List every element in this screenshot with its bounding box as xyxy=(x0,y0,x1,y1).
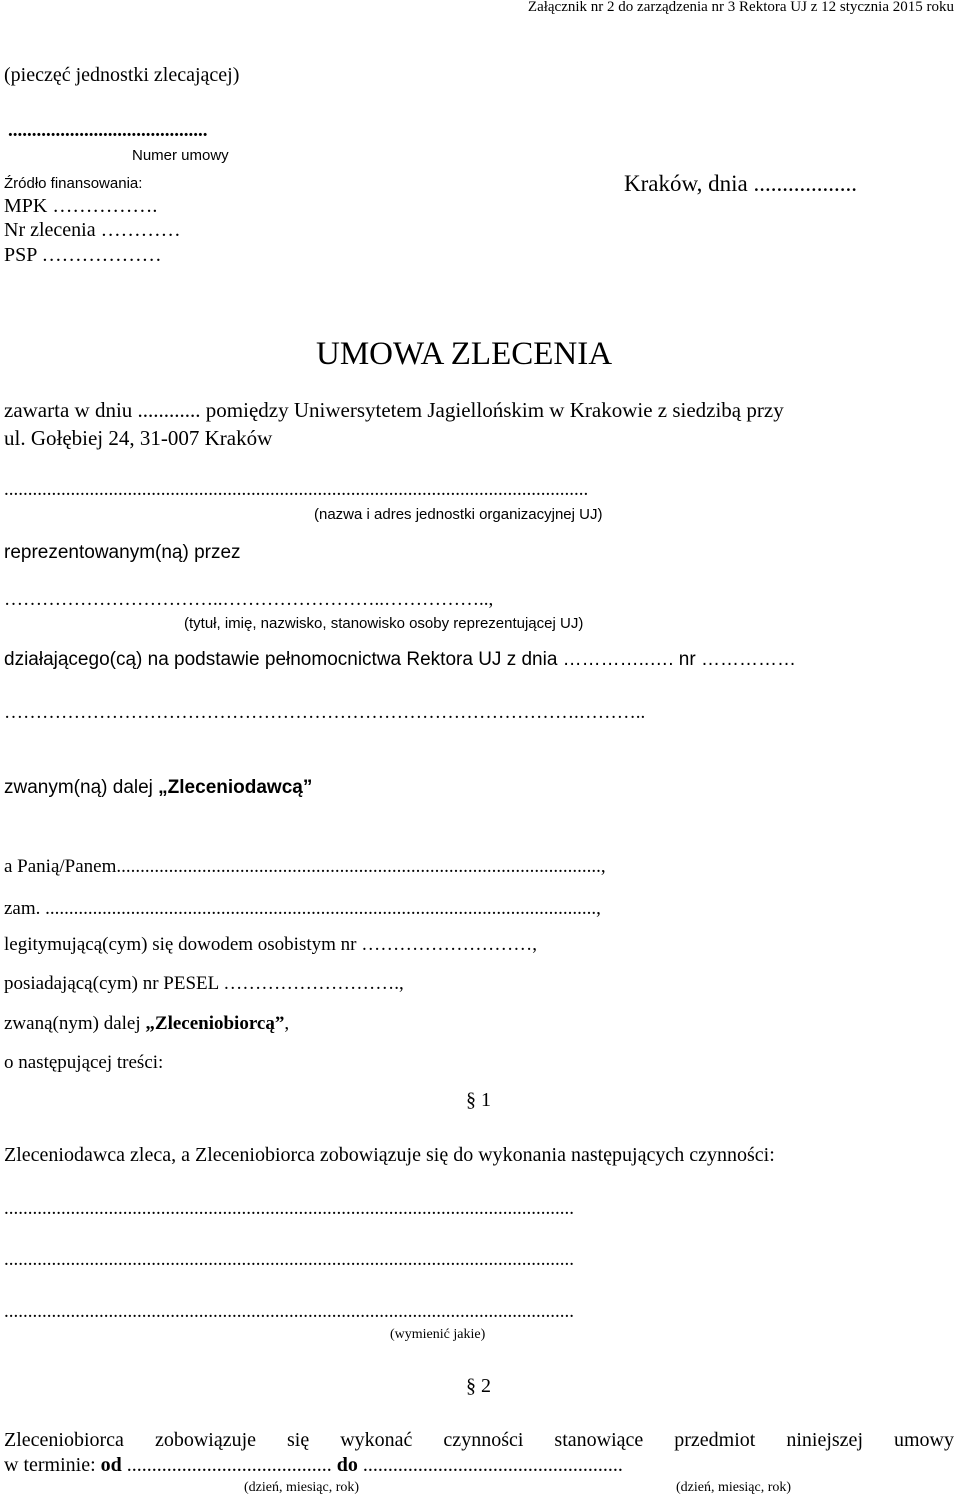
section-1-dots-3: ........................................................................................................................ xyxy=(4,1301,574,1322)
contractor-designation-name: „Zleceniobiorcą” xyxy=(145,1013,285,1034)
section-1-text: Zleceniodawca zleca, a Zleceniobiorca zobowiązuje się do wykonania następujących czynności: xyxy=(4,1144,775,1166)
section-2-line-1: Zleceniobiorca zobowiązuje się wykonać czynności stanowiące przedmiot niniejszej umowy xyxy=(4,1429,954,1451)
section-1-caption: (wymienić jakie) xyxy=(390,1327,486,1342)
funding-label: Źródło finansowania: xyxy=(4,175,143,192)
client-designation xyxy=(4,778,312,797)
representative-caption: (tytuł, imię, nazwisko, stanowisko osoby reprezentującej UJ) xyxy=(184,615,584,632)
contract-number-label: Numer umowy xyxy=(132,147,229,164)
section-2-heading: § 2 xyxy=(466,1375,491,1397)
section-1-heading: § 1 xyxy=(466,1089,491,1111)
contractor-id-line: legitymującą(cym) się dowodem osobistym nr ………………………, xyxy=(4,934,537,955)
contract-number-dots: .......................................... xyxy=(8,120,208,141)
unit-caption: (nazwa i adres jednostki organizacyjnej UJ) xyxy=(314,506,603,523)
term-to-dots: .................................................... xyxy=(357,1454,623,1476)
contractor-designation-suffix: , xyxy=(284,1013,290,1034)
unit-dotted-line: ........................................................................................................................... xyxy=(4,479,589,500)
section-1-dots-2: ........................................................................................................................ xyxy=(4,1249,574,1270)
contractor-pesel-line: posiadającą(cym) nr PESEL ………………………., xyxy=(4,973,404,994)
funding-mpk: MPK ……………. xyxy=(4,195,158,217)
term-from-dots: ......................................... xyxy=(121,1454,337,1476)
contractor-address-line: zam. ...................................................................................................................., xyxy=(4,898,601,919)
intro-line-2: ul. Gołębiej 24, 31-007 Kraków xyxy=(4,426,273,450)
term-to-caption: (dzień, miesiąc, rok) xyxy=(676,1480,792,1495)
funding-psp: PSP ……………… xyxy=(4,244,162,266)
section-1-dots-1: ........................................................................................................................ xyxy=(4,1198,574,1219)
contractor-name-line: a Panią/Panem......................................................................................................, xyxy=(4,856,606,877)
term-prefix: w terminie: xyxy=(4,1454,101,1476)
client-designation-name: „Zleceniodawcą” xyxy=(158,777,313,798)
contractor-designation-prefix: zwaną(nym) dalej xyxy=(4,1013,146,1034)
represented-by-label: reprezentowanym(ną) przez xyxy=(4,542,241,563)
power-of-attorney-dotted-line: ……………………………………………………………………………….……….. xyxy=(4,702,646,723)
intro-line-1: zawarta w dniu ............ pomiędzy Uniwersytetem Jagiellońskim w Krakowie z siedzibą przy xyxy=(4,398,784,422)
attachment-header-note: Załącznik nr 2 do zarządzenia nr 3 Rektora UJ z 12 stycznia 2015 roku xyxy=(527,0,954,15)
power-of-attorney-line: działającego(cą) na podstawie pełnomocnictwa Rektora UJ z dnia …………..…. nr …………… xyxy=(4,649,796,670)
seal-label: (pieczęć jednostki zlecającej) xyxy=(4,64,240,86)
contractor-designation xyxy=(4,1014,289,1033)
client-designation-prefix: zwanym(ną) dalej xyxy=(4,777,159,798)
funding-order-number: Nr zlecenia ………… xyxy=(4,219,181,241)
content-intro: o następującej treści: xyxy=(4,1052,164,1073)
term-to-label: do xyxy=(336,1454,358,1476)
term-from-label: od xyxy=(100,1454,122,1476)
representative-dotted-line: ……………………………..……………………..…………….., xyxy=(4,589,494,610)
document-title: UMOWA ZLECENIA xyxy=(316,336,613,372)
term-from-caption: (dzień, miesiąc, rok) xyxy=(244,1480,360,1495)
section-2-line-2 xyxy=(4,1455,623,1475)
place-date: Kraków, dnia .................. xyxy=(624,171,857,196)
